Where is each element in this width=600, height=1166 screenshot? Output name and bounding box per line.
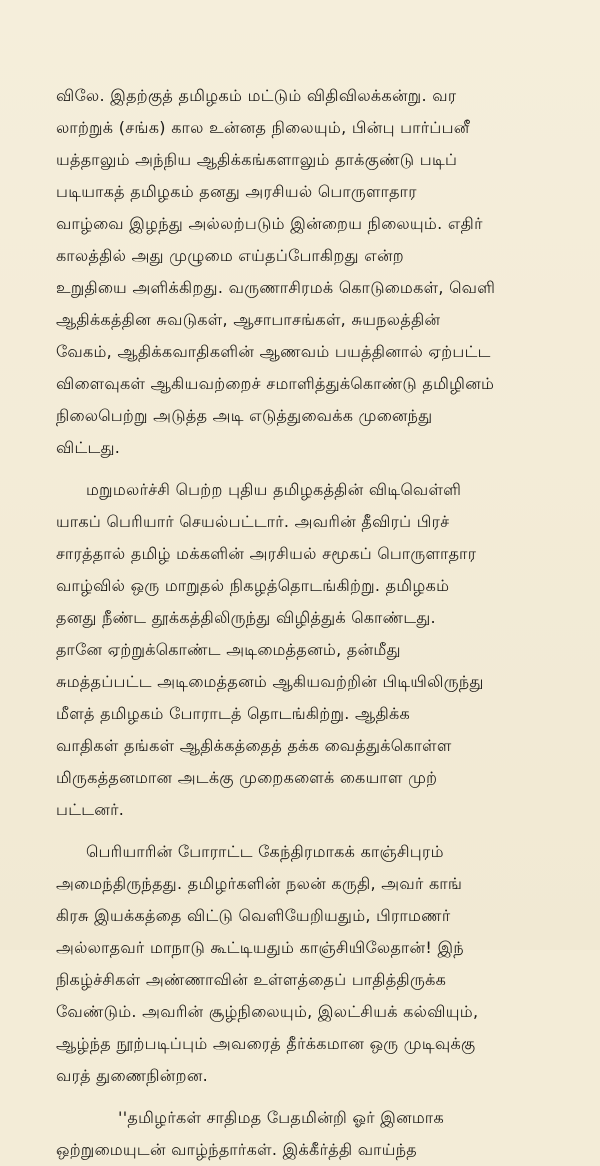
text-line: வேகம், ஆதிக்கவாதிகளின் ஆணவம் பயத்தினால் ஏற்பட்ட bbox=[56, 342, 491, 361]
text-line: தனது நீண்ட தூக்கத்திலிருந்து விழித்துக் கொண்டது. bbox=[56, 608, 436, 627]
text-line: யத்தாலும் அந்நிய ஆதிக்கங்களாலும் தாக்குண்டு படிப் bbox=[56, 150, 458, 169]
text-line: மறுமலர்ச்சி பெற்ற புதிய தமிழகத்தின் விடிவெள்ளி bbox=[86, 480, 462, 499]
paragraph-2 bbox=[56, 474, 570, 826]
text-line: வாழ்வை இழந்து அல்லற்படும் இன்றைய நிலையும். எதிர் bbox=[56, 214, 483, 233]
text-line: ''தமிழர்கள் சாதிமத பேதமின்றி ஓர் இனமாக bbox=[118, 1108, 444, 1127]
paragraph-4-quote bbox=[56, 1102, 570, 1166]
text-line: சுமத்தப்பட்ட அடிமைத்தனம் ஆகியவற்றின் பிடியிலிருந்து bbox=[56, 672, 484, 691]
text-line: சாரத்தால் தமிழ் மக்களின் அரசியல் சமூகப் பொருளாதார bbox=[56, 544, 477, 563]
text-line: விட்டது. bbox=[56, 438, 121, 457]
text-line: காலத்தில் அது முழுமை எய்தப்போகிறது என்ற bbox=[56, 246, 404, 265]
text-line: வாதிகள் தங்கள் ஆதிக்கத்தைத் தக்க வைத்துக்கொள்ள bbox=[56, 736, 452, 755]
paragraph-1 bbox=[56, 80, 570, 464]
text-line: ஆழ்ந்த நூற்படிப்பும் அவரைத் தீர்க்கமான ஒரு முடிவுக்கு bbox=[56, 1034, 476, 1053]
text-line: விலே. இதற்குத் தமிழகம் மட்டும் விதிவிலக்கன்று. வர bbox=[56, 86, 457, 105]
text-line: பட்டனர். bbox=[56, 800, 125, 819]
text-line: நிலைபெற்று அடுத்த அடி எடுத்துவைக்க முனைந்து bbox=[56, 406, 433, 425]
text-line: மீளத் தமிழகம் போராடத் தொடங்கிற்று. ஆதிக்க bbox=[56, 704, 411, 723]
text-line: படியாகத் தமிழகம் தனது அரசியல் பொருளாதார bbox=[56, 182, 417, 201]
text-line: லாற்றுக் (சங்க) கால உன்னத நிலையும், பின்பு பார்ப்பனீ bbox=[56, 118, 470, 137]
paragraph-3 bbox=[56, 836, 570, 1092]
text-line: ஆதிக்கத்தின சுவடுகள், ஆசாபாசங்கள், சுயநலத்தின் bbox=[56, 310, 441, 329]
text-line: யாகப் பெரியார் செயல்பட்டார். அவரின் தீவிரப் பிரச் bbox=[56, 512, 450, 531]
text-line: விளைவுகள் ஆகியவற்றைச் சமாளித்துக்கொண்டு தமிழினம் bbox=[56, 374, 495, 393]
text-line: அல்லாதவர் மாநாடு கூட்டியதும் காஞ்சியிலேதான்! இந் bbox=[56, 938, 464, 957]
text-line: வரத் துணைநின்றன. bbox=[56, 1066, 209, 1085]
text-line: கிரசு இயக்கத்தை விட்டு வெளியேறியதும், பிராமணர் bbox=[56, 906, 451, 925]
text-line: அமைந்திருந்தது. தமிழர்களின் நலன் கருதி, அவர் காங் bbox=[56, 874, 463, 893]
text-line: உறுதியை அளிக்கிறது. வருணாசிரமக் கொடுமைகள், வெளி bbox=[56, 278, 496, 297]
text-line: ஒற்றுமையுடன் வாழ்ந்தார்கள். இக்கீர்த்தி வாய்ந்த bbox=[56, 1140, 418, 1159]
text-line: தானே ஏற்றுக்கொண்ட அடிமைத்தனம், தன்மீது bbox=[56, 640, 401, 659]
text-line: பெரியாரின் போராட்ட கேந்திரமாகக் காஞ்சிபுரம் bbox=[86, 842, 444, 861]
text-line: நிகழ்ச்சிகள் அண்ணாவின் உள்ளத்தைப் பாதித்திருக்க bbox=[56, 970, 447, 989]
text-line: மிருகத்தனமான அடக்கு முறைகளைக் கையாள முற் bbox=[56, 768, 438, 787]
text-line: வாழ்வில் ஒரு மாறுதல் நிகழத்தொடங்கிற்று. தமிழகம் bbox=[56, 576, 450, 595]
text-line: வேண்டும். அவரின் சூழ்நிலையும், இலட்சியக் கல்வியும், bbox=[56, 1002, 479, 1021]
